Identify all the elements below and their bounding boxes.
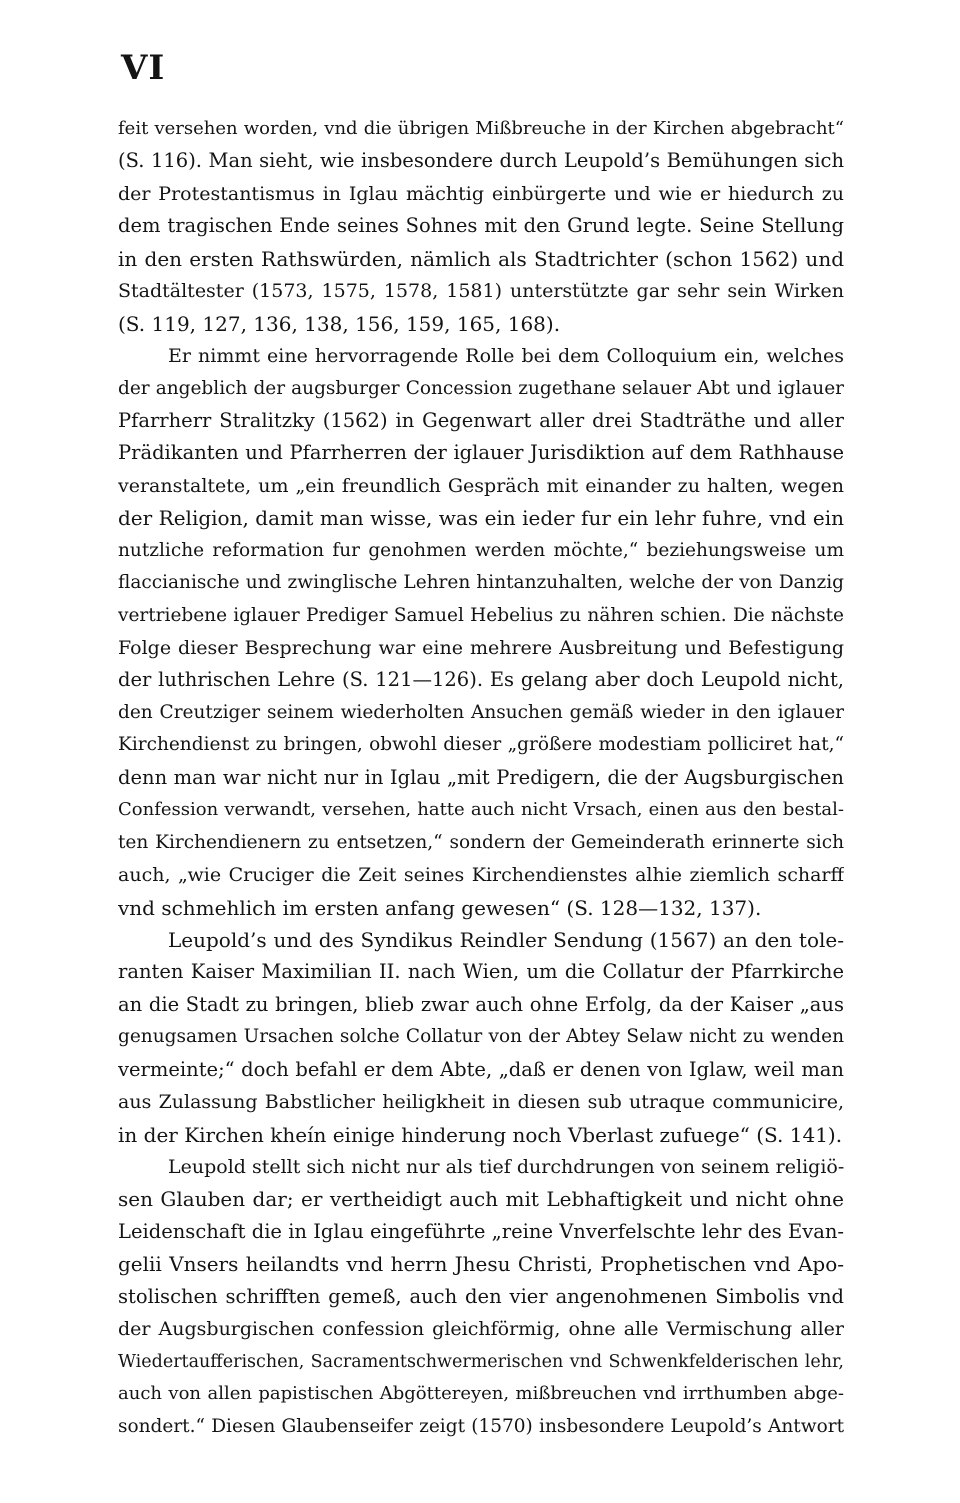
text-line: nutzliche reformation fur genohmen werden möchte,“ beziehungsweise um [118, 539, 844, 561]
text-line: vertriebene iglauer Prediger Samuel Hebelius zu nähren schien. Die nächste [118, 604, 844, 626]
text-line: (S. 116). Man sieht, wie insbesondere durch Leupold’s Bemühungen sich [118, 149, 844, 173]
text-line: Prädikanten und Pfarrherren der iglauer Jurisdiktion auf dem Rathhause [118, 441, 844, 465]
text-line: Pfarrherr Stralitzky (1562) in Gegenwart aller drei Stadträthe und aller [118, 408, 844, 432]
text-line: ranten Kaiser Maximilian II. nach Wien, um die Collatur der Pfarrkirche [118, 960, 844, 984]
text-line: flaccianische und zwinglische Lehren hintanzuhalten, welche der von Danzig [118, 572, 844, 594]
text-line: vermeinte;“ doch befahl er dem Abte, „daß er denen von Iglaw, weil man [118, 1057, 844, 1081]
text-line: Stadtältester (1573, 1575, 1578, 1581) unterstützte gar sehr sein Wirken [118, 280, 844, 303]
text-line: Leidenschaft die in Iglau eingeführte „reine Vnverfelschte lehr des Evan- [118, 1219, 844, 1243]
text-line: in den ersten Rathswürden, nämlich als Stadtrichter (schon 1562) und [118, 246, 844, 271]
text-line: in der Kirchen kheín einige hinderung noch Vberlast zufuege“ (S. 141). [118, 1122, 843, 1147]
text-line: der luthrischen Lehre (S. 121—126). Es gelang aber doch Leupold nicht, [118, 668, 844, 692]
text-line: feit versehen worden, vnd die übrigen Mißbreuche in der Kirchen abgebracht“ [118, 118, 844, 139]
text-line: aus Zulassung Babstlicher heiligkheit in diesen sub utraque communicire, [118, 1091, 844, 1114]
text-line: ten Kirchendienern zu entsetzen,“ sondern der Gemeinderath erinnerte sich [118, 831, 844, 853]
text-line: den Creutziger seinem wiederholten Ansuchen gemäß wieder in den iglauer [118, 701, 844, 723]
text-line: Kirchendienst zu bringen, obwohl dieser „größere modestiam polliciret hat,“ [118, 734, 844, 756]
text-line: vnd schmehlich im ersten anfang gewesen“ (S. 128—132, 137). [118, 895, 762, 920]
text-line: der Religion, damit man wisse, was ein ieder fur ein lehr fuhre, vnd ein [118, 506, 844, 531]
text-line: dem tragischen Ende seines Sohnes mit den Grund legte. Seine Stellung [118, 214, 844, 238]
text-line: der Protestantismus in Iglau mächtig einbürgerte und wie er hiedurch zu [118, 182, 844, 205]
text-line: Folge dieser Besprechung war eine mehrere Ausbreitung und Befestigung [118, 637, 844, 659]
text-line: sondert.“ Diesen Glaubenseifer zeigt (1570) insbesondere Leupold’s Antwort [118, 1415, 844, 1437]
text-line: veranstaltete, um „ein freundlich Gespräch mit einander zu halten, wegen [118, 474, 844, 497]
text-line: der angeblich der augsburger Concession zugethane selauer Abt und iglauer [118, 377, 844, 399]
text-line: Leupold’s und des Syndikus Reindler Sendung (1567) an den tole- [168, 927, 844, 952]
text-line: der Augsburgischen confession gleichförmig, ohne alle Vermischung aller [118, 1318, 844, 1341]
body-text [118, 113, 844, 1443]
text-line: auch von allen papistischen Abgöttereyen, mißbreuchen vnd irrthumben abge- [118, 1383, 844, 1405]
text-line: Er nimmt eine hervorragende Rolle bei dem Colloquium ein, welches [168, 345, 844, 368]
text-line: stolischen schrifften gemeß, auch den vier angenohmenen Simbolis vnd [118, 1284, 844, 1308]
text-line: Wiedertaufferischen, Sacramentschwermerischen vnd Schwenkfelderischen lehr, [118, 1351, 844, 1372]
text-line: an die Stadt zu bringen, blieb zwar auch ohne Erfolg, da der Kaiser „aus [118, 992, 844, 1016]
text-line: auch, „wie Cruciger die Zeit seines Kirchendienstes alhie ziemlich scharff [118, 864, 844, 887]
page-number: VI [121, 48, 166, 88]
text-line: Confession verwandt, versehen, hatte auch nicht Vrsach, einen aus den bestal- [118, 799, 844, 821]
text-line: (S. 119, 127, 136, 138, 156, 159, 165, 168). [118, 311, 561, 336]
text-line: genugsamen Ursachen solche Collatur von der Abtey Selaw nicht zu wenden [118, 1026, 844, 1048]
text-line: gelii Vnsers heilandts vnd herrn Jhesu Christi, Prophetischen vnd Apo- [118, 1252, 844, 1277]
text-line: denn man war nicht nur in Iglau „mit Predigern, die der Augsburgischen [118, 765, 844, 789]
text-line: sen Glauben dar; er vertheidigt auch mit Lebhaftigkeit und nicht ohne [118, 1187, 844, 1212]
text-line: Leupold stellt sich nicht nur als tief durchdrungen von seinem religiö- [168, 1156, 844, 1178]
